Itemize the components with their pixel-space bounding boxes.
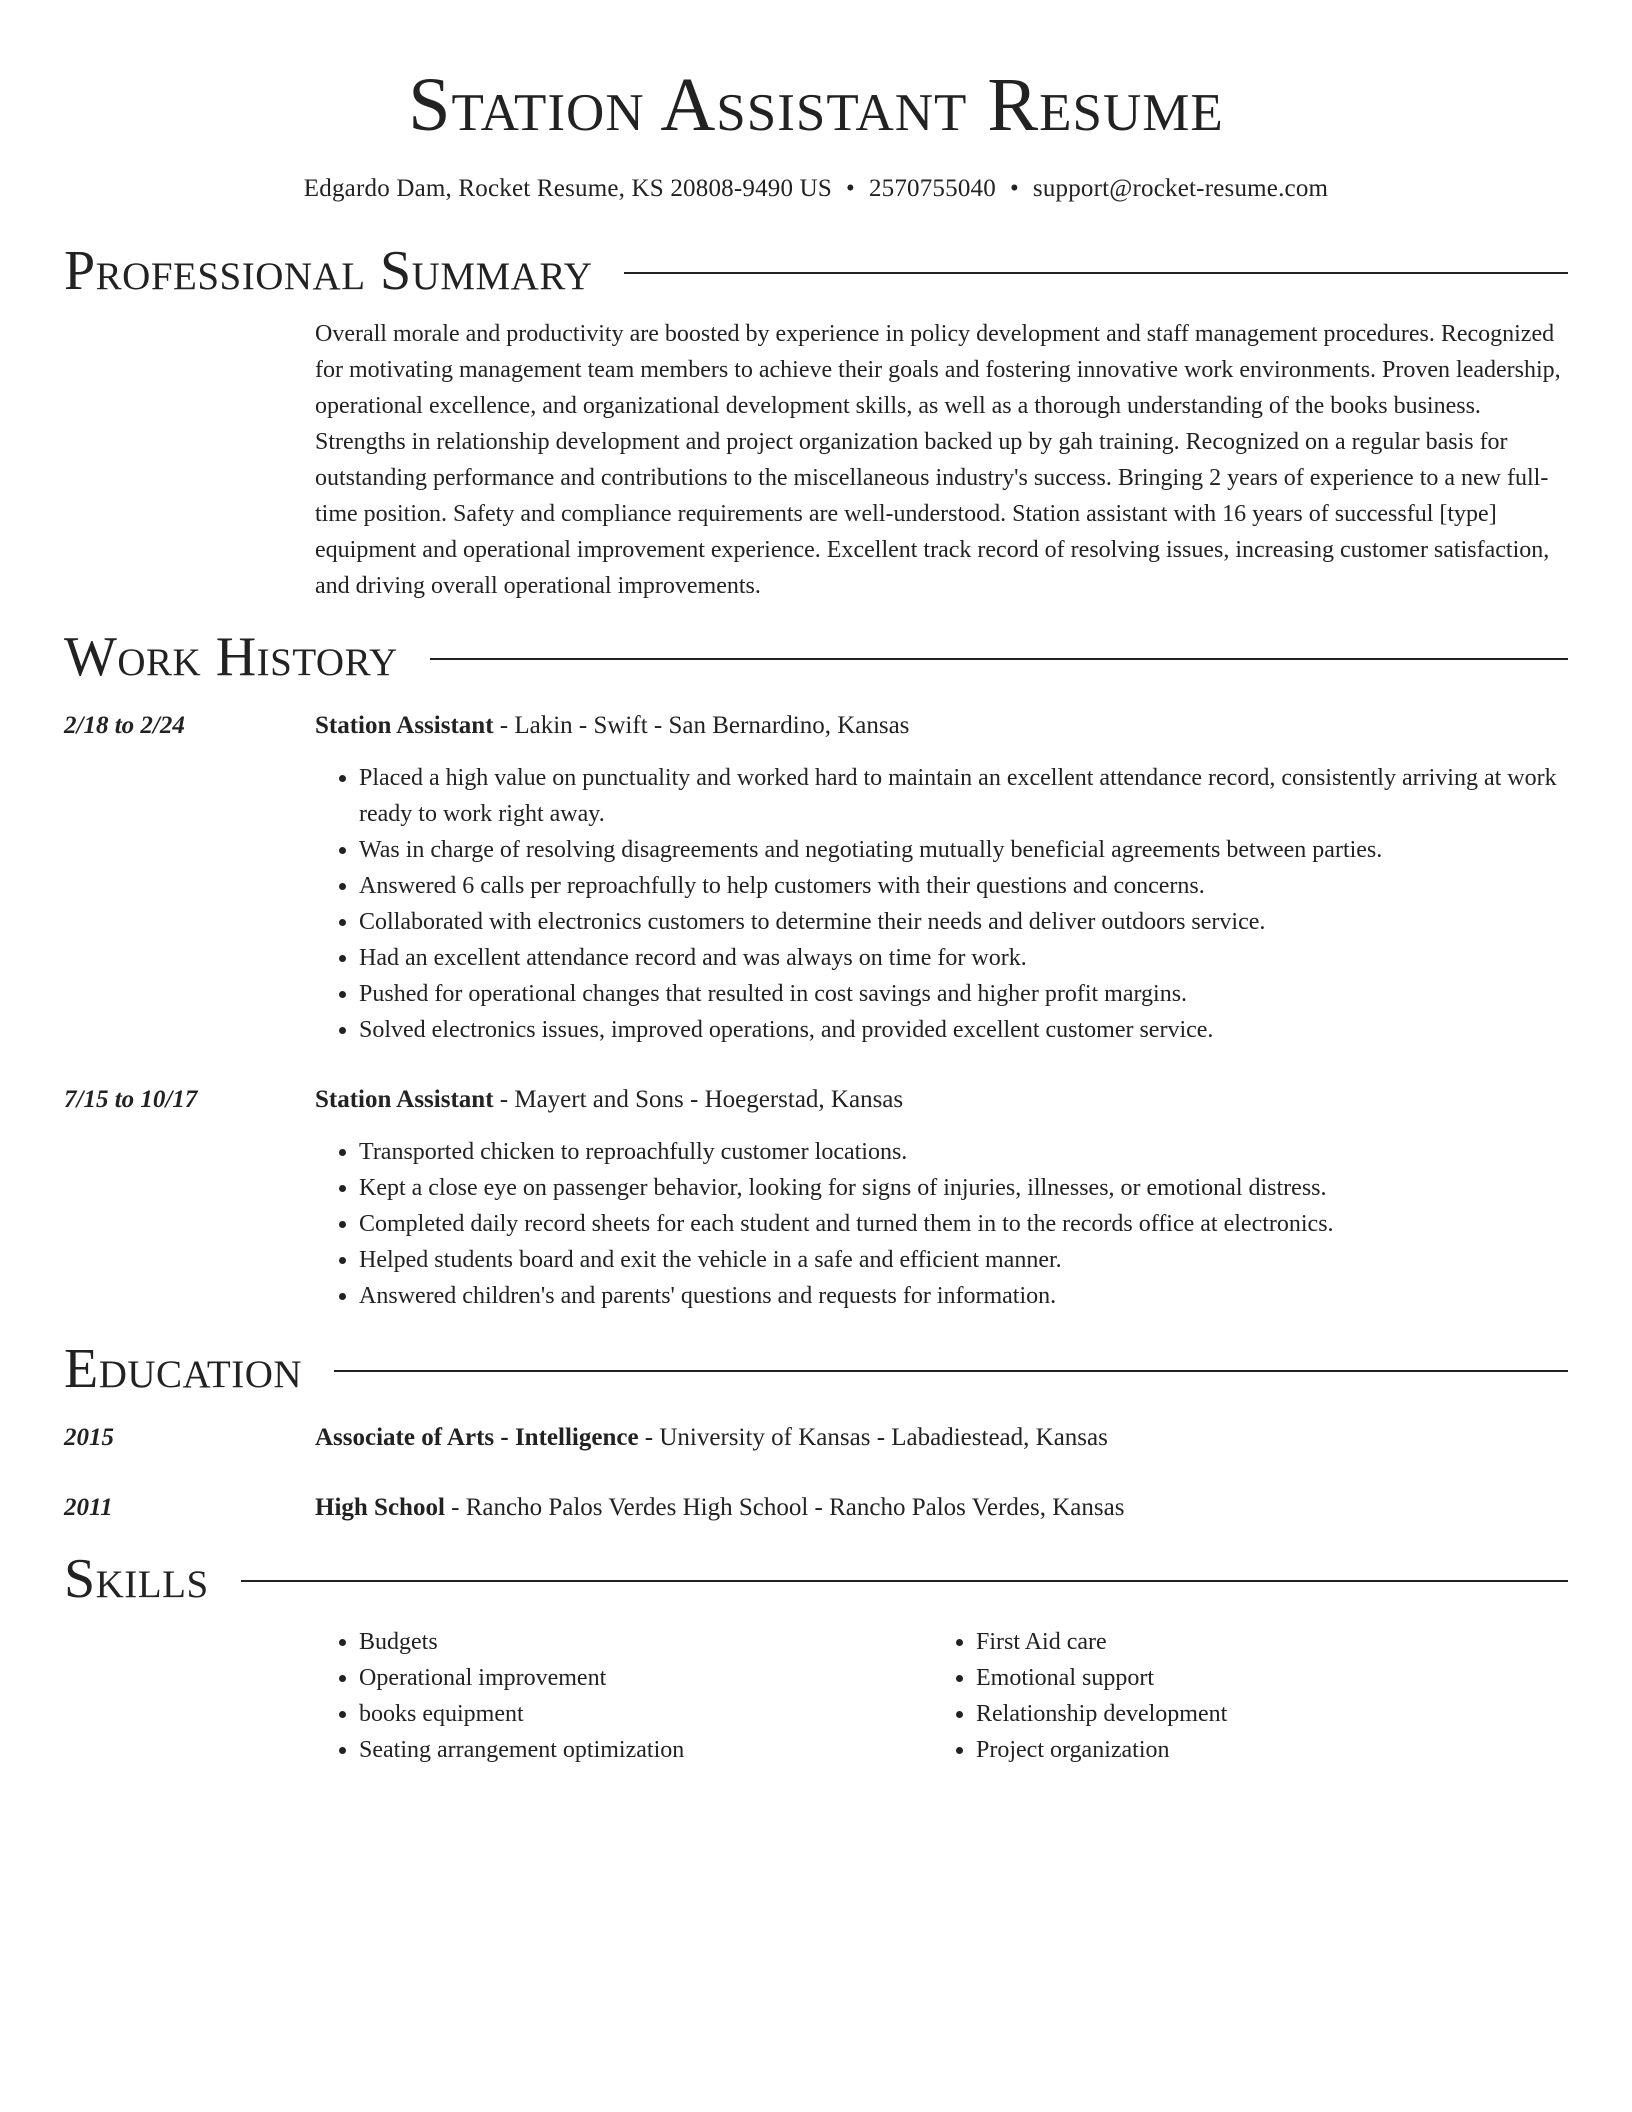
skills-list-right [932, 1624, 1549, 1768]
skills-columns [315, 1624, 1568, 1768]
list-item: • Emotional support [976, 1660, 1549, 1696]
list-item: • First Aid care [976, 1624, 1549, 1660]
contact-line [64, 172, 1568, 206]
work-section-header [64, 626, 1568, 688]
summary-row [64, 316, 1568, 604]
job-heading [315, 1082, 1568, 1118]
job-heading [315, 708, 1568, 744]
list-item: • Kept a close eye on passenger behavior, looking for signs of injuries, illnesses, or emotional distress. [359, 1170, 1568, 1206]
summary-section-header [64, 240, 1568, 302]
job-body [315, 708, 1568, 1048]
section-divider [334, 1370, 1568, 1372]
education-entry [64, 1420, 1568, 1456]
education-year: 2011 [64, 1494, 113, 1521]
job-bullets [315, 760, 1568, 1048]
list-item: • books equipment [359, 1696, 932, 1732]
education-section-header [64, 1338, 1568, 1400]
list-item: • Project organization [976, 1732, 1549, 1768]
skills-row [64, 1610, 1568, 1768]
list-item: • Had an excellent attendance record and was always on time for work. [359, 940, 1568, 976]
contact-separator: • [1009, 175, 1019, 202]
education-body [315, 1490, 1568, 1526]
contact-email: support@rocket-resume.com [1032, 175, 1329, 202]
contact-phone: 2570755040 [868, 175, 996, 202]
section-divider [430, 658, 1568, 660]
job-entry [64, 1082, 1568, 1314]
job-body [315, 1082, 1568, 1314]
skills-spacer [64, 1610, 315, 1768]
job-title: Station Assistant [315, 712, 494, 739]
section-heading-skills: Skills [64, 1548, 209, 1610]
skills-list-left [315, 1624, 932, 1768]
list-item: • Placed a high value on punctuality and worked hard to maintain an excellent attendance record, consistently arriving at work ready to work right away. [359, 760, 1568, 832]
list-item: • Operational improvement [359, 1660, 932, 1696]
job-title: Station Assistant [315, 1086, 494, 1113]
section-divider [241, 1580, 1568, 1582]
education-details: - Rancho Palos Verdes High School - Rancho Palos Verdes, Kansas [444, 1494, 1125, 1521]
section-heading-education: Education [64, 1338, 303, 1400]
list-item: • Answered children's and parents' questions and requests for information. [359, 1278, 1568, 1314]
list-item: • Completed daily record sheets for each student and turned them in to the records office at electronics. [359, 1206, 1568, 1242]
contact-separator: • [845, 175, 855, 202]
education-degree: Associate of Arts - Intelligence [315, 1424, 639, 1451]
summary-spacer [64, 316, 315, 604]
list-item: • Seating arrangement optimization [359, 1732, 932, 1768]
job-details: - Lakin - Swift - San Bernardino, Kansas [493, 712, 910, 739]
list-item: • Budgets [359, 1624, 932, 1660]
education-body [315, 1420, 1568, 1456]
job-dates: 2/18 to 2/24 [64, 712, 185, 739]
list-item: • Pushed for operational changes that resulted in cost savings and higher profit margins. [359, 976, 1568, 1012]
list-item: • Was in charge of resolving disagreements and negotiating mutually beneficial agreements between parties. [359, 832, 1568, 868]
job-dates: 7/15 to 10/17 [64, 1086, 198, 1113]
list-item: • Answered 6 calls per reproachfully to help customers with their questions and concerns. [359, 868, 1568, 904]
list-item: • Helped students board and exit the vehicle in a safe and efficient manner. [359, 1242, 1568, 1278]
list-item: • Relationship development [976, 1696, 1549, 1732]
education-year: 2015 [64, 1424, 114, 1451]
contact-address: Edgardo Dam, Rocket Resume, KS 20808-9490 US [303, 175, 832, 202]
job-bullets [315, 1134, 1568, 1314]
resume-title: Station Assistant Resume [408, 63, 1224, 147]
education-details: - University of Kansas - Labadiestead, Kansas [638, 1424, 1108, 1451]
job-details: - Mayert and Sons - Hoegerstad, Kansas [493, 1086, 904, 1113]
section-heading-summary: Professional Summary [64, 240, 593, 302]
list-item: • Solved electronics issues, improved operations, and provided excellent customer service. [359, 1012, 1568, 1048]
list-item: • Transported chicken to reproachfully customer locations. [359, 1134, 1568, 1170]
education-entry [64, 1490, 1568, 1526]
section-heading-work: Work History [64, 626, 398, 688]
list-item: • Collaborated with electronics customers to determine their needs and deliver outdoors service. [359, 904, 1568, 940]
skills-section-header [64, 1548, 1568, 1610]
section-divider [624, 272, 1568, 274]
summary-text: Overall morale and productivity are boosted by experience in policy development and staff management procedures. Recognized for motivating management team members to achieve their goals and fostering innovative work environments. Proven leadership, operational excellence, and organizational development skills, as well as a thorough understanding of the books business. Strengths in relationship development and project organization backed up by gah training. Recognized on a regular basis for outstanding performance and contributions to the miscellaneous industry's success. Bringing 2 years of experience to a new full-time position. Safety and compliance requirements are well-understood. Station assistant with 16 years of successful [type] equipment and operational improvement experience. Excellent track record of resolving issues, increasing customer satisfaction, and driving overall operational improvements. [315, 321, 1561, 599]
job-entry [64, 708, 1568, 1048]
education-degree: High School [315, 1494, 445, 1521]
